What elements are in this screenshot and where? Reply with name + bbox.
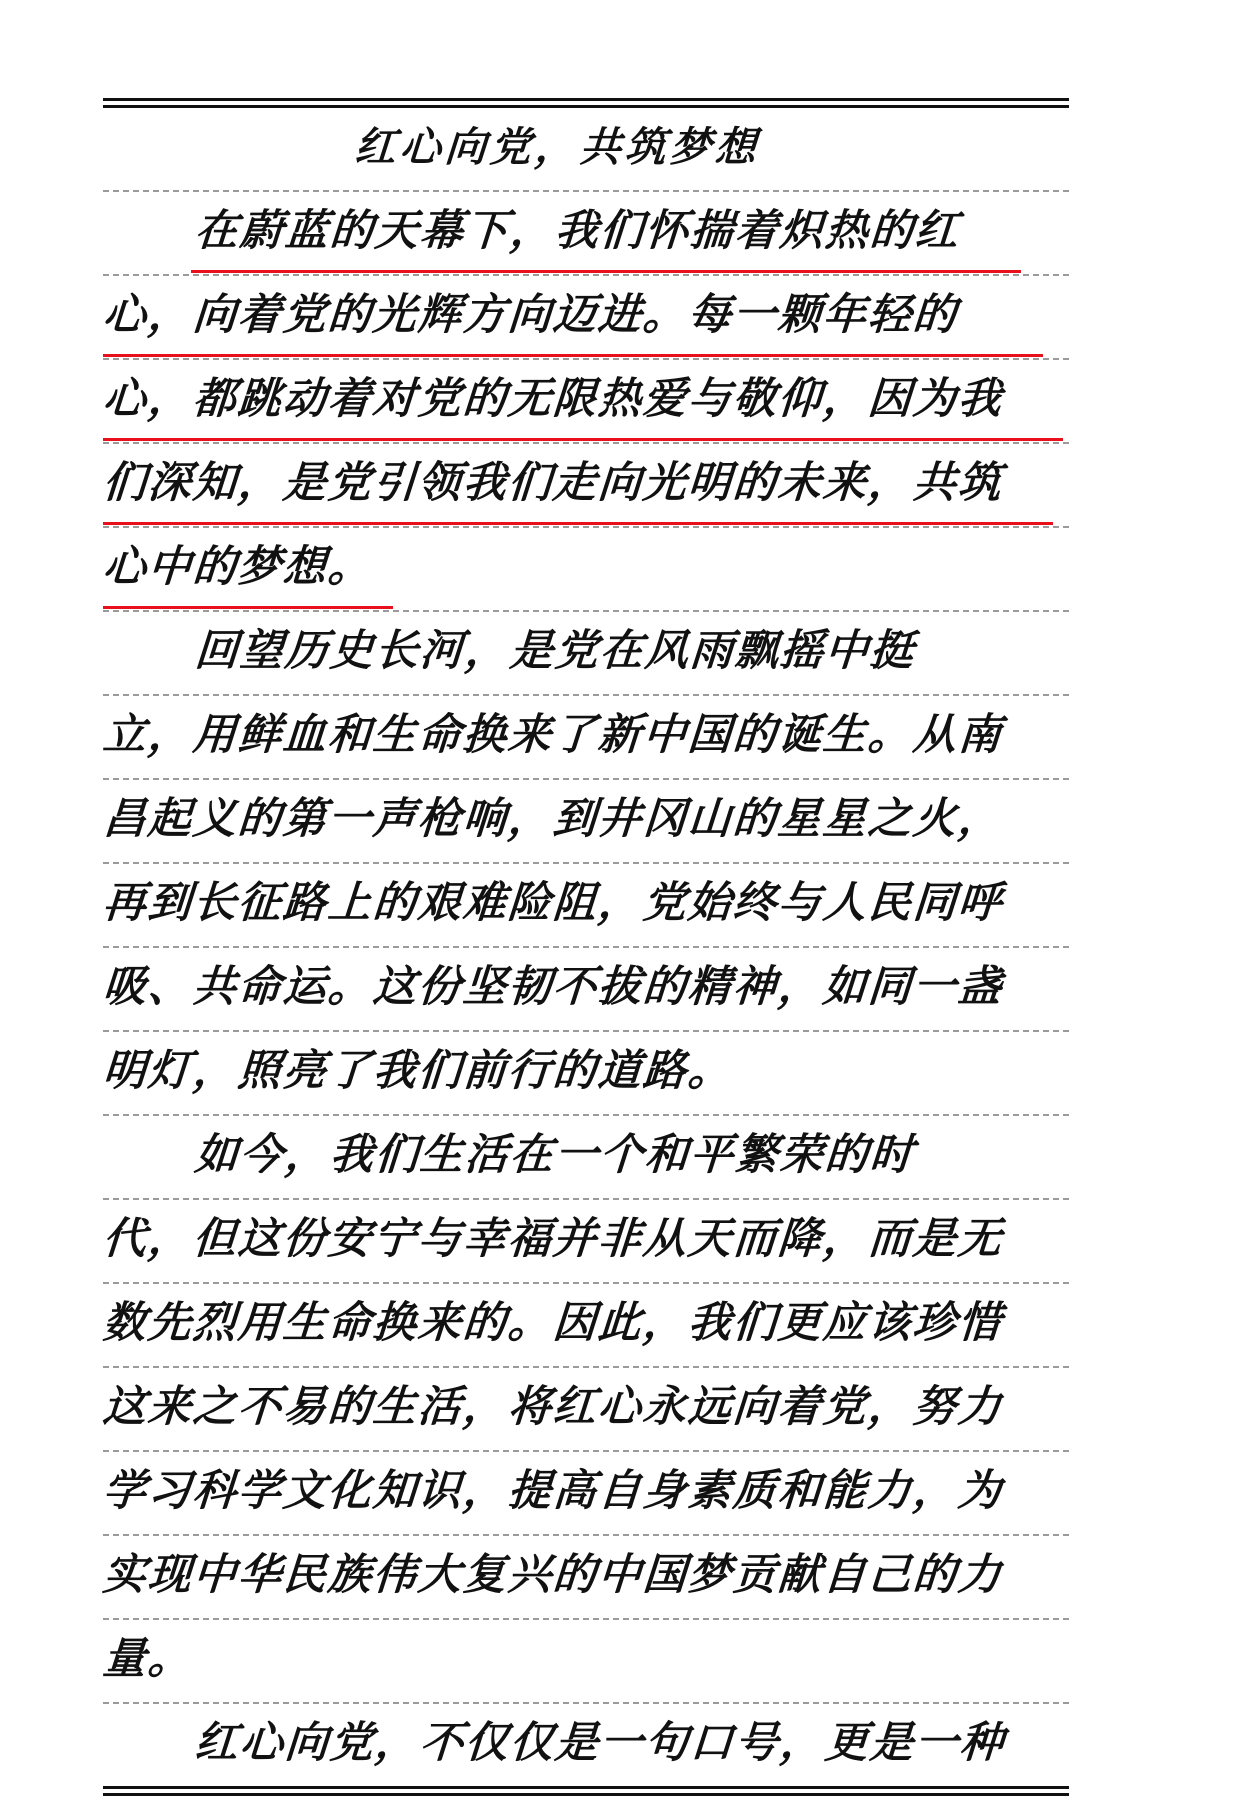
text-line bbox=[103, 1284, 1069, 1366]
line-text: 心，都跳动着对党的无限热爱与敬仰，因为我 bbox=[101, 373, 1005, 424]
line-text: 在蔚蓝的天幕下，我们怀揣着炽热的红 bbox=[193, 205, 962, 256]
text-line bbox=[103, 696, 1069, 778]
line-text: 心，向着党的光辉方向迈进。每一颗年轻的 bbox=[101, 289, 960, 340]
text-line bbox=[103, 1200, 1069, 1282]
line-text: 这来之不易的生活，将红心永远向着党，努力 bbox=[101, 1381, 1005, 1432]
text-line bbox=[103, 1368, 1069, 1450]
line-text: 立，用鲜血和生命换来了新中国的诞生。从南 bbox=[101, 709, 1005, 760]
text-line bbox=[103, 1704, 1069, 1786]
text-line bbox=[103, 1536, 1069, 1618]
writing-sheet bbox=[103, 98, 1069, 1796]
text-line bbox=[103, 276, 1069, 358]
text-line bbox=[103, 864, 1069, 946]
text-line bbox=[103, 1032, 1069, 1114]
text-line bbox=[103, 444, 1069, 526]
line-text: 明灯，照亮了我们前行的道路。 bbox=[101, 1045, 735, 1096]
text-line bbox=[103, 1620, 1069, 1702]
line-text: 再到长征路上的艰难险阻，党始终与人民同呼 bbox=[101, 877, 1005, 928]
text-line bbox=[103, 192, 1069, 274]
text-line bbox=[103, 780, 1069, 862]
red-underline bbox=[103, 438, 1063, 441]
text-line bbox=[103, 1116, 1069, 1198]
text-line bbox=[103, 948, 1069, 1030]
top-border-rule bbox=[103, 98, 1069, 108]
text-line bbox=[103, 528, 1069, 610]
line-text: 红心向党，不仅仅是一句口号，更是一种 bbox=[193, 1717, 1007, 1768]
red-underline bbox=[191, 270, 1021, 273]
text-line bbox=[103, 612, 1069, 694]
line-text: 回望历史长河，是党在风雨飘摇中挺 bbox=[193, 625, 917, 676]
line-text: 实现中华民族伟大复兴的中国梦贡献自己的力 bbox=[101, 1549, 1005, 1600]
text-line bbox=[103, 360, 1069, 442]
red-underline bbox=[103, 354, 1043, 357]
page-title: 红心向党，共筑梦想 bbox=[353, 122, 762, 171]
line-text: 吸、共命运。这份坚韧不拔的精神，如同一盏 bbox=[101, 961, 1005, 1012]
bottom-border-rule bbox=[103, 1786, 1069, 1796]
red-underline bbox=[103, 522, 1053, 525]
document-title-line bbox=[103, 108, 1069, 190]
red-underline bbox=[103, 606, 393, 609]
line-text: 代，但这份安宁与幸福并非从天而降，而是无 bbox=[101, 1213, 1005, 1264]
line-text: 心中的梦想。 bbox=[101, 541, 375, 592]
text-line bbox=[103, 1452, 1069, 1534]
line-text: 量。 bbox=[101, 1633, 195, 1684]
line-text: 数先烈用生命换来的。因此，我们更应该珍惜 bbox=[101, 1297, 1005, 1348]
line-text: 们深知，是党引领我们走向光明的未来，共筑 bbox=[101, 457, 1005, 508]
line-text: 学习科学文化知识，提高自身素质和能力，为 bbox=[101, 1465, 1005, 1516]
line-text: 如今，我们生活在一个和平繁荣的时 bbox=[193, 1129, 917, 1180]
line-text: 昌起义的第一声枪响，到井冈山的星星之火， bbox=[101, 793, 1005, 844]
